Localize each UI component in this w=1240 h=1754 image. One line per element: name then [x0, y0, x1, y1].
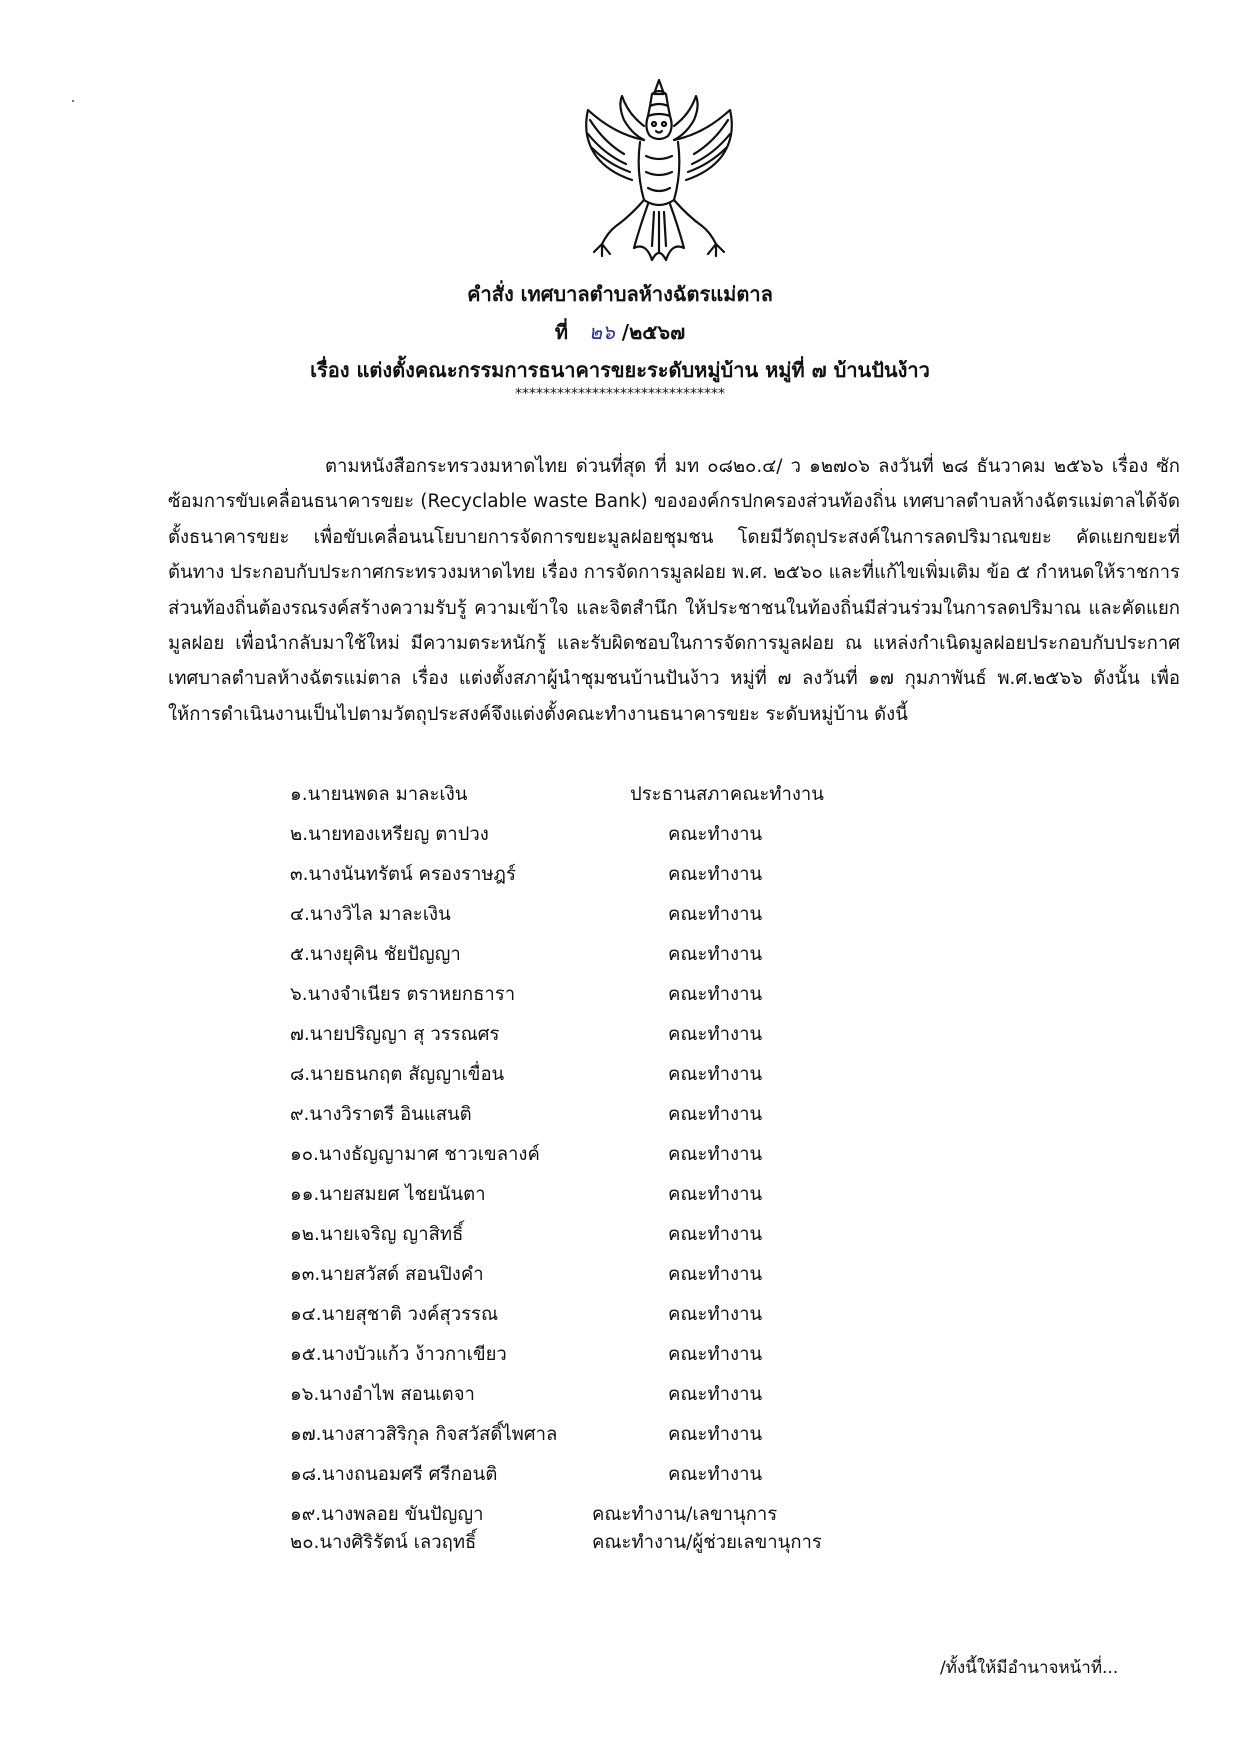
member-role: คณะทำงาน	[668, 1224, 763, 1245]
member-name: ๘.นายธนกฤต สัญญาเขื่อน	[290, 1064, 505, 1085]
body-paragraph	[168, 449, 1180, 732]
member-role: คณะทำงาน/ผู้ช่วยเลขานุการ	[592, 1532, 822, 1553]
member-name: ๑๕.นางบัวแก้ว ง้าวกาเขียว	[290, 1344, 507, 1365]
member-row	[0, 860, 1240, 894]
member-role: คณะทำงาน	[668, 1064, 763, 1085]
member-row	[0, 900, 1240, 934]
member-row	[0, 1528, 1240, 1562]
member-role: คณะทำงาน	[668, 864, 763, 885]
order-subject: เรื่อง แต่งตั้งคณะกรรมการธนาคารขยะระดับหมู่บ้าน หมู่ที่ ๗ บ้านปันง้าว	[310, 358, 930, 382]
member-row	[0, 1340, 1240, 1374]
member-row	[0, 1100, 1240, 1134]
member-role: คณะทำงาน	[668, 904, 763, 925]
member-row	[0, 1020, 1240, 1054]
body-paragraph-text: ตามหนังสือกระทรวงมหาดไทย ด่วนที่สุด ที่ มท ๐๘๒๐.๔/ ว ๑๒๗๐๖ ลงวันที่ ๒๘ ธันวาคม ๒๕๖๖ เรื่อง ซักซ้อมการขับเคลื่อนธนาคารขยะ (Recyclable waste Bank) ขององค์กรปกครองส่วนท้องถิ่น เทศบาลตำบลห้างฉัตรแม่ตาลได้จัดตั้งธนาคารขยะ เพื่อขับเคลื่อนนโยบายการจัดการขยะมูลฝอยชุมชน โดยมีวัตถุประสงค์ในการลดปริมาณขยะ คัดแยกขยะที่ต้นทาง ประกอบกับประกาศกระทรวงมหาดไทย เรื่อง การจัดการมูลฝอย พ.ศ. ๒๕๖๐ และที่แก้ไขเพิ่มเติม ข้อ ๕ กำหนดให้ราชการส่วนท้องถิ่นต้องรณรงค์สร้างความรับรู้ ความเข้าใจ และจิตสำนึก ให้ประชาชนในท้องถิ่นมีส่วนร่วมในการลดปริมาณ และคัดแยกมูลฝอย เพื่อนำกลับมาใช้ใหม่ มีความตระหนักรู้ และรับผิดชอบในการจัดการมูลฝอย ณ แหล่งกำเนิดมูลฝอยประกอบกับประกาศเทศบาลตำบลห้างฉัตรแม่ตาล เรื่อง แต่งตั้งสภาผู้นำชุมชนบ้านปันง้าว หมู่ที่ ๗ ลงวันที่ ๑๗ กุมภาพันธ์ พ.ศ.๒๕๖๖ ดังนั้น เพื่อให้การดำเนินงานเป็นไปตามวัตถุประสงค์จึงแต่งตั้งคณะทำงานธนาคารขยะ ระดับหมู่บ้าน ดังนี้	[168, 456, 1180, 725]
garuda-emblem-icon	[574, 76, 744, 276]
member-role: คณะทำงาน/เลขานุการ	[592, 1504, 778, 1525]
member-name: ๑๔.นายสุชาติ วงค์สุวรรณ	[290, 1304, 499, 1325]
member-name: ๒๐.นางศิริรัตน์ เลวฤทธิ์	[290, 1532, 477, 1553]
member-role: คณะทำงาน	[668, 984, 763, 1005]
member-name: ๑๘.นางถนอมศรี ศรีกอนติ	[290, 1464, 498, 1485]
member-role: คณะทำงาน	[668, 944, 763, 965]
member-role: คณะทำงาน	[668, 1104, 763, 1125]
member-name: ๑๓.นายสวัสด์ สอนปิงคำ	[290, 1264, 484, 1285]
member-role: คณะทำงาน	[668, 1424, 763, 1445]
member-name: ๒.นายทองเหรียญ ตาปวง	[290, 824, 489, 845]
scan-speck	[72, 100, 74, 102]
member-name: ๑๒.นายเจริญ ญาสิทธิ์	[290, 1224, 464, 1245]
member-role: คณะทำงาน	[668, 1144, 763, 1165]
member-row	[0, 1300, 1240, 1334]
member-row	[0, 780, 1240, 814]
member-role: คณะทำงาน	[668, 1344, 763, 1365]
member-row	[0, 1260, 1240, 1294]
member-name: ๕.นางยุคิน ชัยปัญญา	[290, 944, 461, 965]
member-row	[0, 1220, 1240, 1254]
order-number-suffix: /๒๕๖๗	[621, 320, 686, 344]
separator-line: ******************************	[515, 386, 725, 402]
continuation-note: /ทั้งนี้ให้มีอำนาจหน้าที่...	[940, 1658, 1119, 1678]
member-name: ๗.นายปริญญา สุ วรรณศร	[290, 1024, 500, 1045]
member-role: คณะทำงาน	[668, 1384, 763, 1405]
member-row	[0, 1420, 1240, 1454]
order-number-handwritten: ๒๖	[588, 320, 615, 344]
member-name: ๑๑.นายสมยศ ไชยนันตา	[290, 1184, 486, 1205]
member-row	[0, 1060, 1240, 1094]
member-row	[0, 820, 1240, 854]
member-name: ๑๗.นางสาวสิริกุล กิจสวัสดิ์ไพศาล	[290, 1424, 558, 1445]
member-row	[0, 1140, 1240, 1174]
member-role: ประธานสภาคณะทำงาน	[630, 784, 824, 805]
member-name: ๑๖.นางอำไพ สอนเตจา	[290, 1384, 475, 1405]
member-name: ๔.นางวิไล มาละเงิน	[290, 904, 451, 925]
member-name: ๙.นางวิราตรี อินแสนติ	[290, 1104, 472, 1125]
member-role: คณะทำงาน	[668, 1024, 763, 1045]
order-number	[0, 316, 1240, 348]
member-name: ๑๐.นางธัญญามาศ ชาวเขลางค์	[290, 1144, 540, 1165]
member-role: คณะทำงาน	[668, 1304, 763, 1325]
member-row	[0, 1460, 1240, 1494]
member-name: ๖.นางจำเนียร ตราหยกธารา	[290, 984, 516, 1005]
member-role: คณะทำงาน	[668, 1184, 763, 1205]
member-row	[0, 940, 1240, 974]
member-row	[0, 980, 1240, 1014]
order-number-prefix: ที่	[554, 320, 569, 344]
member-name: ๑.นายนพดล มาละเงิน	[290, 784, 468, 805]
member-role: คณะทำงาน	[668, 1264, 763, 1285]
member-name: ๓.นางนันทรัตน์ ครองราษฎร์	[290, 864, 516, 885]
member-role: คณะทำงาน	[668, 824, 763, 845]
member-role: คณะทำงาน	[668, 1464, 763, 1485]
member-row	[0, 1380, 1240, 1414]
member-row	[0, 1180, 1240, 1214]
member-name: ๑๙.นางพลอย ขันปัญญา	[290, 1504, 484, 1525]
order-title: คำสั่ง เทศบาลตำบลห้างฉัตรแม่ตาล	[467, 282, 773, 306]
